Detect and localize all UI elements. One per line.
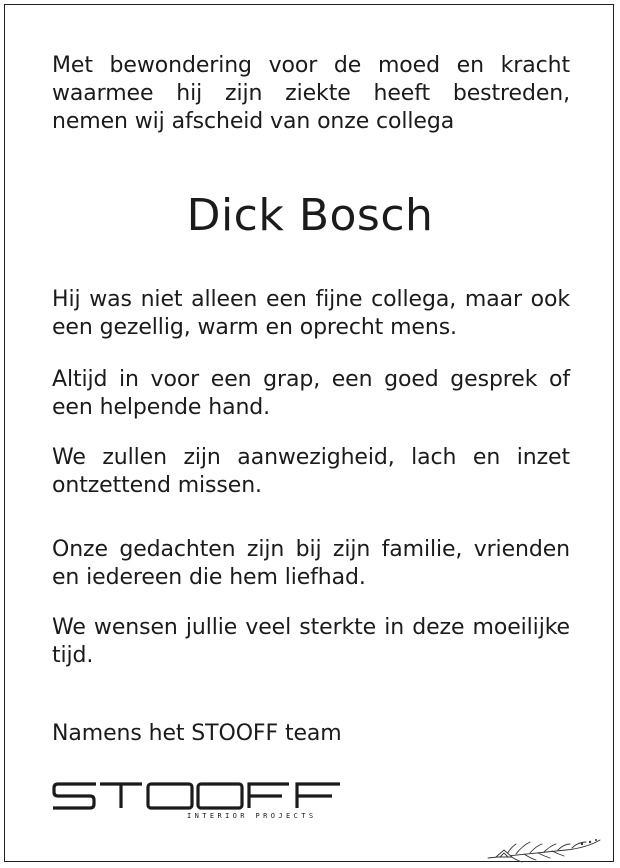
deceased-name: Dick Bosch: [186, 190, 434, 241]
intro-block: [52, 52, 570, 136]
paragraph-5: We wensen jullie veel sterkte in deze moeilijke tijd.: [52, 615, 570, 668]
intro-text: Met bewondering voor de moed en kracht waarmee hij zijn ziekte heeft bestreden, nemen wij afscheid van onze collega: [52, 53, 570, 134]
paragraph-2-block: [52, 366, 570, 422]
paragraph-3-block: [52, 444, 570, 500]
logo-tagline: INTERIOR PROJECTS: [187, 812, 317, 820]
paragraph-1-block: [52, 286, 570, 342]
stooff-logo: [52, 780, 352, 820]
signature-block: [52, 720, 570, 748]
paragraph-2: Altijd in voor een grap, een goed gesprek of een helpende hand.: [52, 367, 570, 420]
paragraph-4-block: [52, 536, 570, 592]
flower-sprig-icon: [486, 836, 604, 864]
paragraph-4: Onze gedachten zijn bij zijn familie, vrienden en iedereen die hem liefhad.: [52, 537, 570, 590]
signature-text: Namens het STOOFF team: [52, 721, 342, 746]
paragraph-3: We zullen zijn aanwezigheid, lach en inzet ontzettend missen.: [52, 445, 570, 498]
paragraph-1: Hij was niet alleen een fijne collega, maar ook een gezellig, warm en oprecht mens.: [52, 287, 570, 340]
paragraph-5-block: [52, 614, 570, 670]
